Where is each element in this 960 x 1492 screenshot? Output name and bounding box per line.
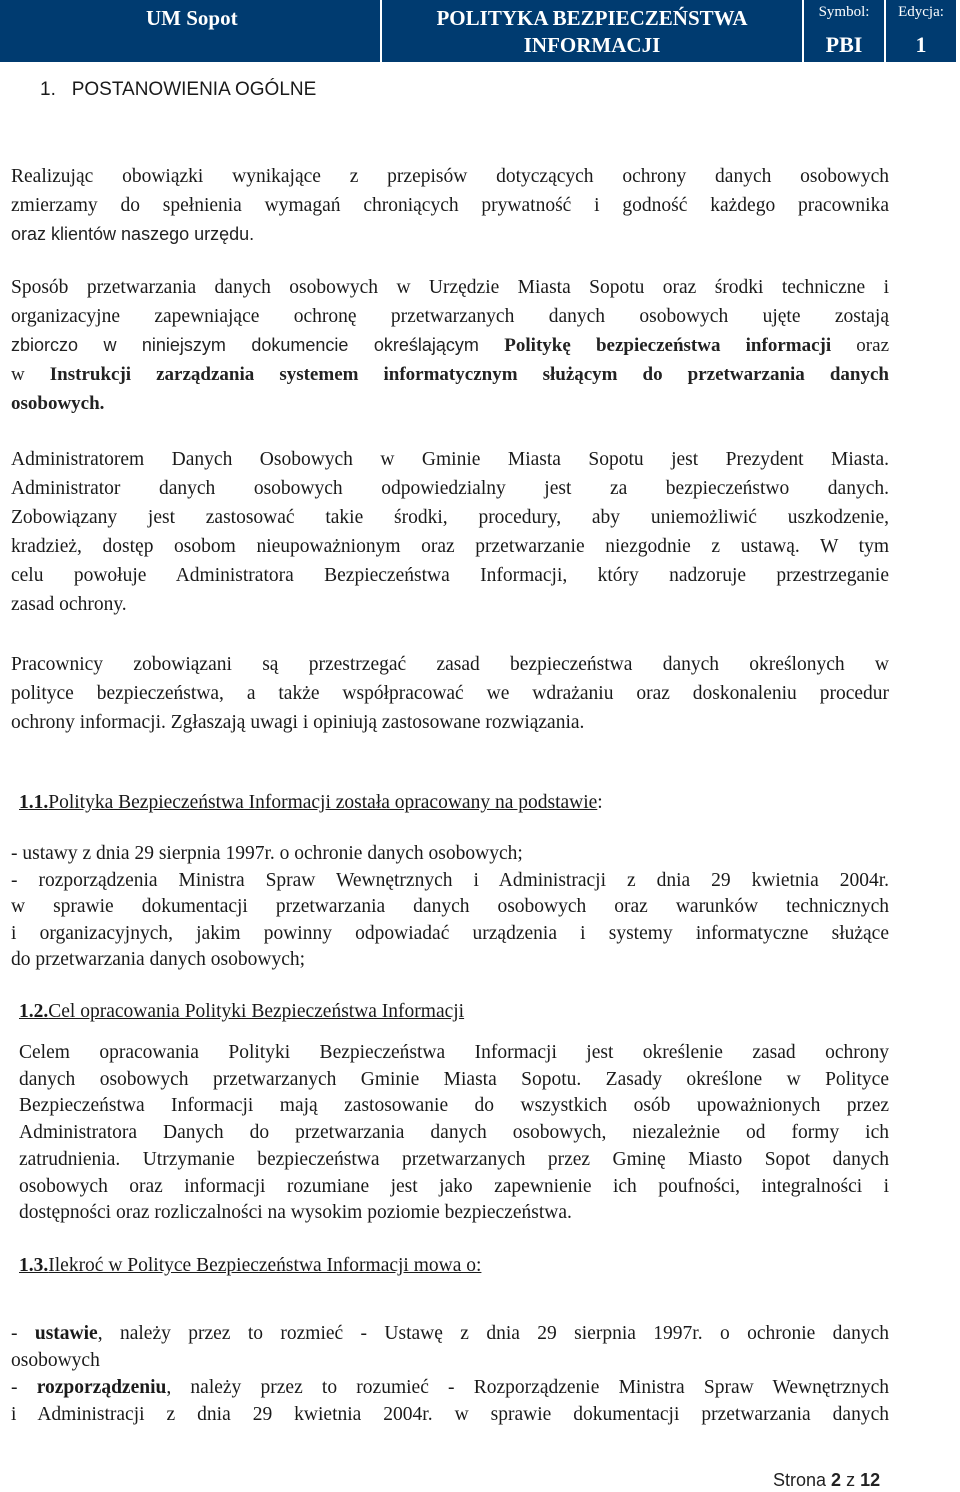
legal-basis-list: - ustawy z dnia 29 sierpnia 1997r. o ochronie danych osobowych; - rozporządzenia Ministra Spraw Wewnętrznych i Administracji z dnia 29 kwietnia 2004r. w sprawie dokumentacji przetwarzania danych osobowych oraz warunków technicznych i organizacyjnych, jakim powinny odpowiadać urządzenia i systemy informatyczne służące do przetwarzania danych osobowych; [11,843,889,970]
page-number: Strona 2 z 12 [773,1470,881,1490]
org-name: UM Sopot [146,6,238,30]
definitions-list: - ustawie, należy przez to rozmieć - Ustawę z dnia 29 sierpnia 1997r. o ochronie danych osobowych - rozporządzeniu, należy przez to rozumieć - Rozporządzenie Ministra Spraw Wewnętrznych i Administracji z dnia 29 kwietnia 2004r. w sprawie dokumentacji przetwarzania danych [11,1320,889,1428]
document-header [0,0,956,62]
paragraph-employees: Pracownicy zobowiązani są przestrzegać zasad bezpieczeństwa danych określonych w polityce bezpieczeństwa, a także współpracować we wdrażaniu oraz doskonaleniu procedur ochrony informacji. Zgłaszają uwagi i opiniują zastosowane rozwiązania. [11,654,889,733]
document-title: POLITYKA BEZPIECZEŃSTWA INFORMACJI [436,6,748,57]
paragraph-processing: Sposób przetwarzania danych osobowych w Urzędzie Miasta Sopotu oraz środki techniczne i organizacyjne zapewniające ochronę przetwarzanych danych osobowych ujęte zostają zbiorczo w niniejszym dokumencie określającym Politykę bezpieczeństwa informacji oraz w Instrukcji zarządzania systemem informatycznym służącym do przetwarzania danych osobowych. [11,277,889,414]
header-symbol-cell [804,0,886,62]
section-heading-1-1: 1.1.Polityka Bezpieczeństwa Informacji została opracowany na podstawie: [19,792,603,813]
line-policy-reference: zbiorczo w niniejszym dokumencie określającym Politykę bezpieczeństwa informacji oraz [11,335,889,356]
line-instruction-reference: w Instrukcji zarządzania systemem informatycznym służącym do przetwarzania danych [11,364,889,385]
paragraph-administrator: Administratorem Danych Osobowych w Gminie Miasta Sopotu jest Prezydent Miasta. Administrator danych osobowych odpowiedzialny jest za bezpieczeństwo danych. Zobowiązany jest zastosować takie środki, procedury, aby uniemożliwić uszkodzenie, kradzież, dostęp osobom nieupoważnionym oraz przetwarzanie niezgodnie z ustawą. W tym celu powołuje Administratora Bezpieczeństwa Informacji, który nadzoruje przestrzeganie zasad ochrony. [11,449,889,615]
list-item: - rozporządzenia Ministra Spraw Wewnętrznych i Administracji z dnia 29 kwietnia 2004r. [11,869,889,891]
edition-value: 1 [915,32,927,57]
paragraph-purpose: Celem opracowania Polityki Bezpieczeństwa Informacji jest określenie zasad ochrony danych osobowych przetwarzanych Gminie Miasta Sopotu. Zasady określone w Polityce Bezpieczeństwa Informacji mają zastosowanie do wszystkich osób upoważnionych przez Administratora Danych do przetwarzania danych osobowych, niezależnie od formy ich zatrudnienia. Utrzymanie bezpieczeństwa przetwarzanych przez Gminę Miasto Sopot danych osobowych oraz informacji rozumiane jest jako zapewnienie ich poufności, integralności i dostępności oraz rozliczalności na wysokim poziomie bezpieczeństwa. [19,1042,889,1224]
edition-label: Edycja: [898,4,944,20]
section-heading-1-3: 1.3.Ilekroć w Polityce Bezpieczeństwa Informacji mowa o: [19,1255,482,1276]
definition-ustawie: - ustawie, należy przez to rozmieć - Ustawę z dnia 29 sierpnia 1997r. o ochronie danych [11,1323,889,1344]
header-title-cell [382,0,804,62]
symbol-value: PBI [825,32,863,57]
header-edition-cell [886,0,956,62]
section-heading-1-2: 1.2.Cel opracowania Polityki Bezpieczeństwa Informacji [19,1001,465,1022]
symbol-label: Symbol: [818,4,870,20]
paragraph-intro: Realizując obowiązki wynikające z przepisów dotyczących ochrony danych osobowych zmierzamy do spełnienia wymagań chroniących prywatność i godność każdego pracownika oraz klientów naszego urzędu. [11,166,889,244]
section-heading-1: 1. POSTANOWIENIA OGÓLNE [40,79,317,100]
list-item: - ustawy z dnia 29 sierpnia 1997r. o ochronie danych osobowych; [11,843,523,864]
header-org-cell [0,0,382,62]
definition-rozporzadzeniu: - rozporządzeniu, należy przez to rozumieć - Rozporządzenie Ministra Spraw Wewnętrznych [11,1377,889,1398]
